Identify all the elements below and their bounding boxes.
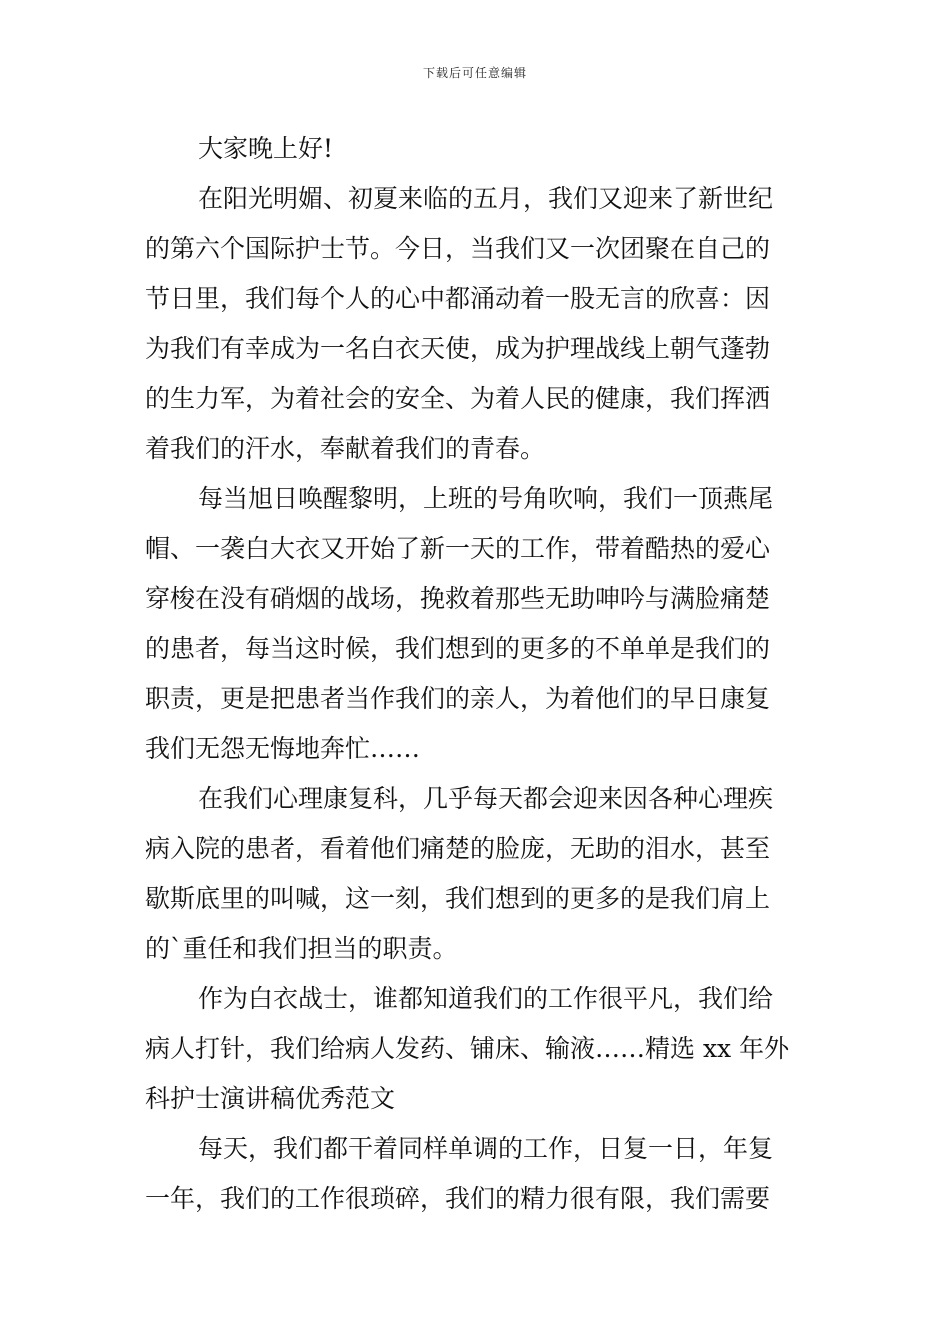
paragraph-line: 在我们心理康复科，几乎每天都会迎来因各种心理疾: [198, 784, 774, 813]
paragraph-line: 职责，更是把患者当作我们的亲人，为着他们的早日康复: [145, 684, 771, 713]
paragraph-line: 的患者，每当这时候，我们想到的更多的不单单是我们的: [145, 634, 771, 663]
paragraph-line: 的`重任和我们担当的职责。: [145, 934, 458, 963]
paragraph-line: 每天，我们都干着同样单调的工作，日复一日，年复: [198, 1134, 774, 1163]
paragraph-line: 病人打针，我们给病人发药、铺床、输液……精选 xx 年外: [145, 1034, 790, 1063]
paragraph-line: 病入院的患者，看着他们痛楚的脸庞，无助的泪水，甚至: [145, 834, 771, 863]
paragraph-line: 帽、一袭白大衣又开始了新一天的工作，带着酷热的爱心: [145, 534, 771, 563]
paragraph-line: 一年，我们的工作很琐碎，我们的精力很有限，我们需要: [145, 1184, 771, 1213]
paragraph-line: 科护士演讲稿优秀范文: [145, 1084, 396, 1113]
paragraph-line: 每当旭日唤醒黎明，上班的号角吹响，我们一顶燕尾: [198, 484, 774, 513]
paragraph-line: 在阳光明媚、初夏来临的五月，我们又迎来了新世纪: [198, 184, 774, 213]
page-header: 下载后可任意编辑: [422, 66, 527, 80]
paragraph-line: 歇斯底里的叫喊，这一刻，我们想到的更多的是我们肩上: [145, 884, 771, 913]
paragraph-line: 穿梭在没有硝烟的战场，挽救着那些无助呻吟与满脸痛楚: [145, 584, 771, 613]
paragraph-line: 大家晚上好!: [198, 134, 334, 163]
paragraph-line: 的生力军，为着社会的安全、为着人民的健康，我们挥洒: [145, 384, 771, 413]
document-body: [145, 124, 805, 1224]
paragraph-line: 节日里，我们每个人的心中都涌动着一股无言的欣喜：因: [145, 284, 771, 313]
paragraph-line: 我们无怨无悔地奔忙……: [145, 734, 421, 763]
paragraph-line: 的第六个国际护士节。今日，当我们又一次团聚在自己的: [145, 234, 771, 263]
paragraph-line: 着我们的汗水，奉献着我们的青春。: [145, 434, 546, 463]
paragraph-line: 为我们有幸成为一名白衣天使，成为护理战线上朝气蓬勃: [145, 334, 771, 363]
paragraph-line: 作为白衣战士，谁都知道我们的工作很平凡，我们给: [198, 984, 774, 1013]
